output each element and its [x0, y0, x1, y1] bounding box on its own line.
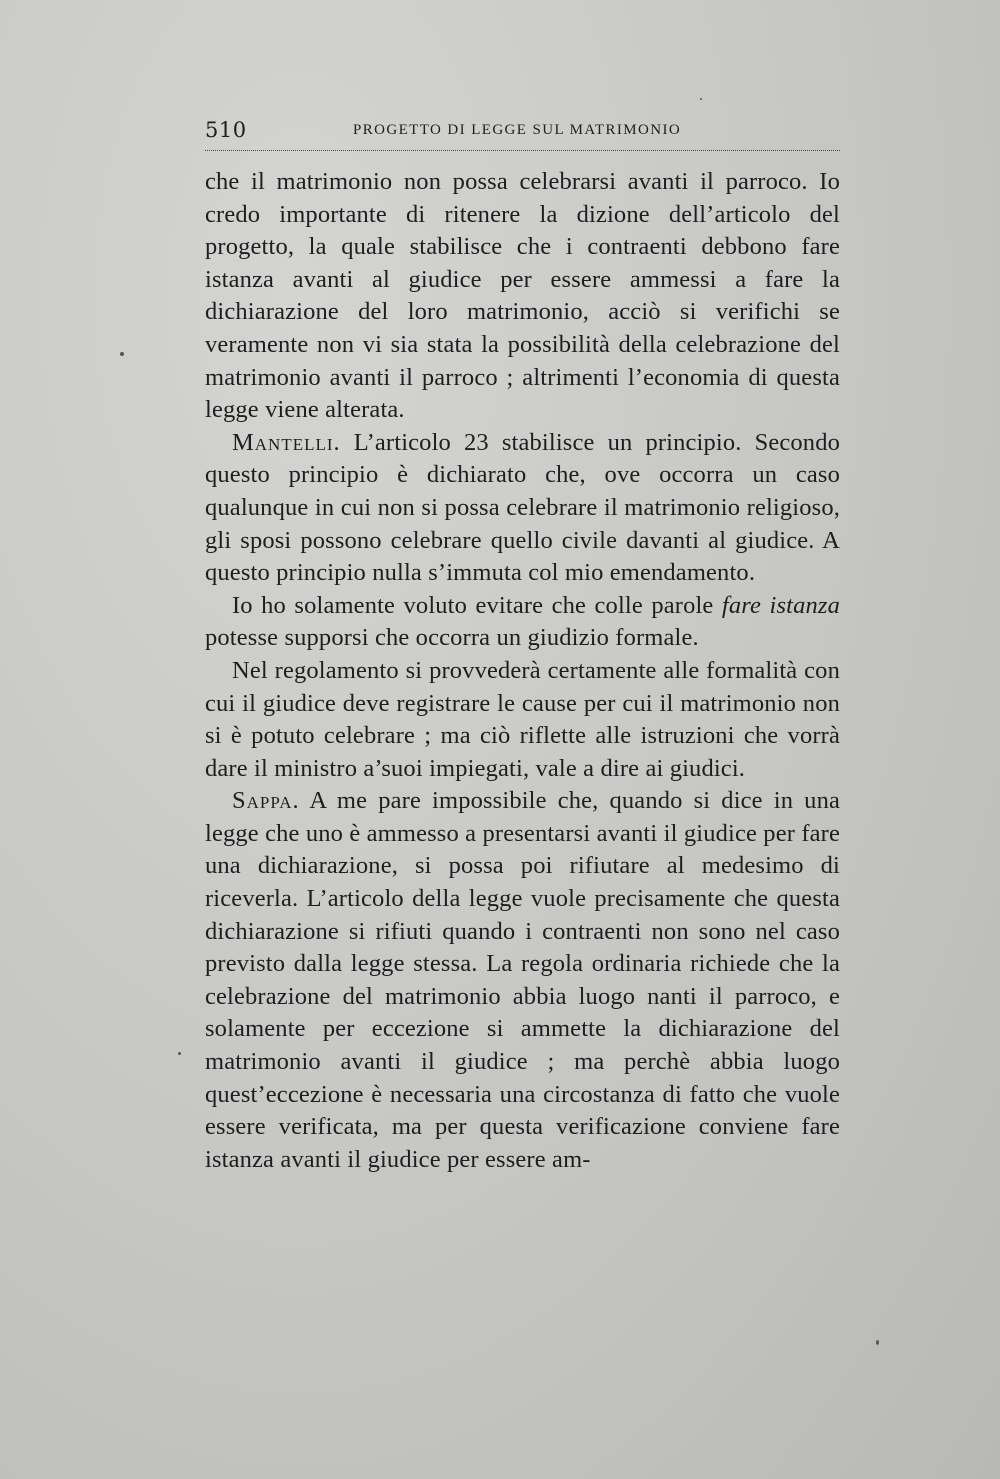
- paragraph-regolamento: [205, 655, 840, 785]
- speaker-name: Mantelli.: [232, 428, 341, 456]
- body-text: [205, 166, 840, 1176]
- paragraph-fare-istanza: [205, 590, 840, 655]
- italic-phrase: fare istanza: [721, 591, 840, 619]
- paragraph-text: che il matrimonio non possa celebrarsi avanti il parroco. Io credo importante di ritenere la dizione dell’articolo del progetto, la quale stabilisce che i contraenti debbono fare istanza avanti al giudice per essere ammessi a fare la dichiarazione del loro matrimonio, acciò si verifichi se veramente non vi sia stata la possibilità della celebrazione del matrimonio avanti il parroco ; altrimenti l’economia di questa legge viene alterata.: [205, 168, 840, 424]
- paper-speck: [178, 1052, 181, 1055]
- speaker-name: Sappa.: [232, 787, 300, 815]
- paper-speck: [120, 352, 124, 356]
- running-title: PROGETTO DI LEGGE SUL MATRIMONIO: [353, 122, 682, 138]
- paragraph-mantelli: [205, 427, 840, 590]
- paper-speck: [700, 98, 702, 100]
- paragraph-text: Nel regolamento si provvederà certamente alle formalità con cui il giudice deve registrare le cause per cui il matrimonio non si è potuto celebrare ; ma ciò riflette alle istruzioni che vorrà dare il ministro a’suoi impiegati, vale a dire ai giudici.: [205, 656, 840, 782]
- page-number: 510: [205, 118, 247, 142]
- paragraph-continuation: [205, 166, 840, 427]
- running-head: [205, 118, 840, 151]
- paper-speck: [876, 1340, 879, 1345]
- paragraph-text: Io ho solamente voluto evitare che colle parole: [232, 591, 722, 619]
- paragraph-text: L’articolo 23 stabilisce un principio. Secondo questo principio è dichiarato che, ove occorra un caso qualunque in cui non si possa celebrare il matrimonio religioso, gli sposi possono celebrare quello civile davanti al giudice. A questo principio nulla s’immuta col mio emendamento.: [205, 428, 840, 587]
- paragraph-text: potesse supporsi che occorra un giudizio formale.: [205, 624, 699, 652]
- paragraph-sappa: [205, 785, 840, 1176]
- paragraph-text: A me pare impossibile che, quando si dice in una legge che uno è ammesso a presentarsi avanti il giudice per fare una dichiarazione, si possa poi rifiutare al medesimo di riceverla. L’articolo della legge vuole precisamente che questa dichiarazione si rifiuti quando i contraenti non sono nel caso previsto dalla legge stessa. La regola ordinaria richiede che la celebrazione del matrimonio abbia luogo nanti il parroco, e solamente per eccezione si ammette la dichiarazione del matrimonio avanti il giudice ; ma perchè abbia luogo quest’eccezione è necessaria una circostanza di fatto che vuole essere verificata, ma per questa verificazione conviene fare istanza avanti il giudice per essere am-: [205, 787, 840, 1173]
